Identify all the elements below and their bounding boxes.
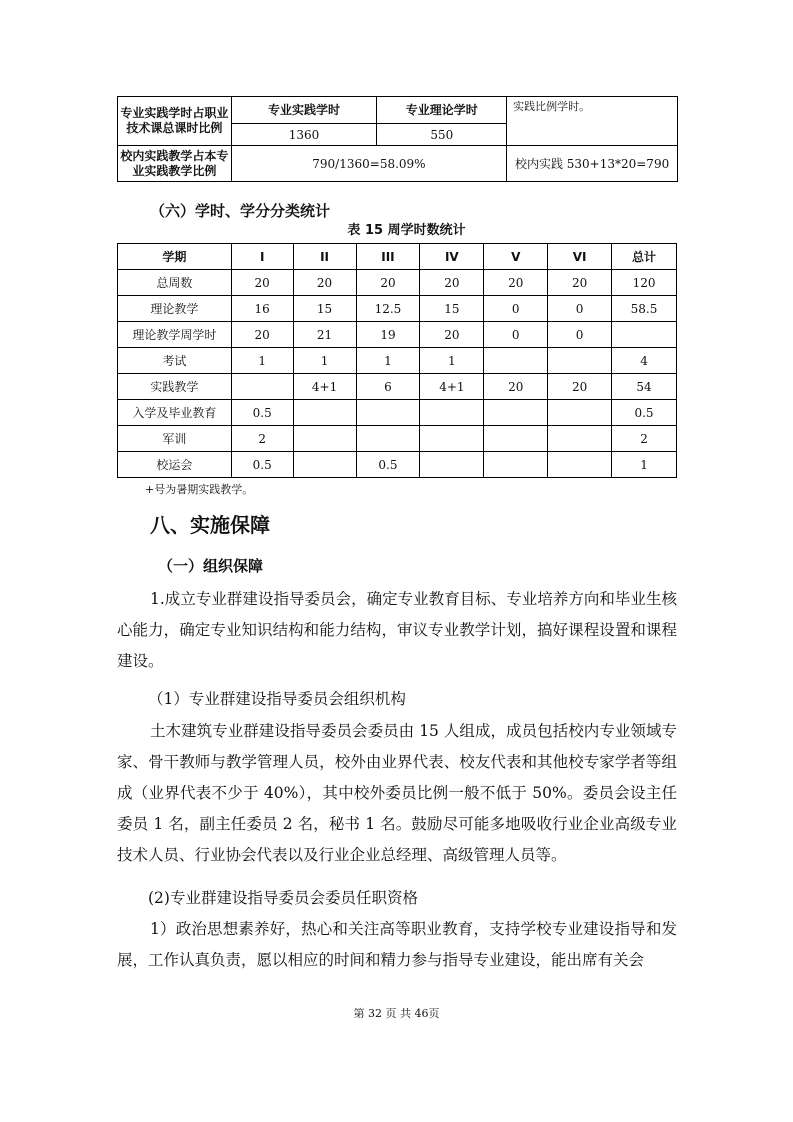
table-cell: 21 bbox=[293, 322, 356, 348]
practice-ratio-note: 实践比例学时。 bbox=[507, 97, 678, 146]
practice-hours-header: 专业实践学时 bbox=[231, 97, 377, 124]
table-row bbox=[118, 270, 677, 296]
table-cell: 20 bbox=[231, 322, 293, 348]
table-cell: 0 bbox=[548, 322, 612, 348]
chapter-8-heading: 八、实施保障 bbox=[150, 513, 270, 537]
table-cell bbox=[484, 400, 548, 426]
table-cell bbox=[293, 452, 356, 478]
theory-hours-header: 专业理论学时 bbox=[377, 97, 507, 124]
header-term: 学期 bbox=[118, 244, 232, 270]
table-cell: 6 bbox=[356, 374, 420, 400]
table-row bbox=[118, 374, 677, 400]
table-cell: 4 bbox=[612, 348, 677, 374]
table-cell: 20 bbox=[356, 270, 420, 296]
paragraph-qualification: 1）政治思想素养好，热心和关注高等职业教育，支持学校专业建设指导和发展，工作认真负责，愿以相应的时间和精力参与指导专业建设，能出席有关会 bbox=[117, 920, 677, 969]
table-cell: 1 bbox=[612, 452, 677, 478]
paragraph-committee: 1.成立专业群建设指导委员会，确定专业教育目标、专业培养方向和毕业生核心能力，确定专业知识结构和能力结构，审议专业教学计划，搞好课程设置和课程建设。 bbox=[117, 590, 677, 670]
table-cell: 15 bbox=[293, 296, 356, 322]
row-label: 理论教学 bbox=[118, 296, 232, 322]
table-cell bbox=[612, 322, 677, 348]
row-label: 实践教学 bbox=[118, 374, 232, 400]
table-cell bbox=[420, 426, 484, 452]
header-col-7: 总计 bbox=[612, 244, 677, 270]
organization-heading: （一）组织保障 bbox=[158, 557, 264, 575]
table-row bbox=[118, 400, 677, 426]
internal-practice-label: 校内实践教学占本专业实践教学比例 bbox=[118, 146, 232, 182]
table-cell bbox=[420, 452, 484, 478]
internal-practice-note: 校内实践 530+13*20=790 bbox=[507, 146, 678, 182]
practice-ratio-table bbox=[117, 96, 678, 182]
table-cell: 20 bbox=[484, 270, 548, 296]
table-cell bbox=[420, 400, 484, 426]
table-cell bbox=[548, 452, 612, 478]
weekly-hours-table bbox=[117, 243, 677, 478]
table-cell: 20 bbox=[420, 270, 484, 296]
table-cell: 20 bbox=[420, 322, 484, 348]
table-cell: 120 bbox=[612, 270, 677, 296]
table-cell bbox=[484, 426, 548, 452]
header-col-2: II bbox=[293, 244, 356, 270]
table-cell bbox=[484, 348, 548, 374]
table-row bbox=[118, 426, 677, 452]
table-cell: 58.5 bbox=[612, 296, 677, 322]
table-row bbox=[118, 452, 677, 478]
table-cell bbox=[484, 452, 548, 478]
committee-structure-heading: （1）专业群建设指导委员会组织机构 bbox=[148, 690, 406, 708]
practice-hours-value: 1360 bbox=[231, 124, 377, 146]
header-col-4: IV bbox=[420, 244, 484, 270]
table-cell: 20 bbox=[484, 374, 548, 400]
theory-hours-value: 550 bbox=[377, 124, 507, 146]
table-row bbox=[118, 322, 677, 348]
row-label: 军训 bbox=[118, 426, 232, 452]
internal-practice-ratio: 790/1360=58.09% bbox=[231, 146, 506, 182]
table-cell: 20 bbox=[231, 270, 293, 296]
row-label: 考试 bbox=[118, 348, 232, 374]
table-cell: 20 bbox=[548, 270, 612, 296]
table-cell: 1 bbox=[420, 348, 484, 374]
paragraph-committee-members: 土木建筑专业群建设指导委员会委员由 15 人组成，成员包括校内专业领域专家、骨干教师与教学管理人员，校外由业界代表、校友代表和其他校专家学者等组成（业界代表不少于 40%），其中校外委员比例一般不低于 50%。委员会设主任委员 1 名，副主任委员 2 名，秘书 1 名。鼓励尽可能多地吸收行业企业高级专业技术人员、行业协会代表以及行业企业总经理、高级管理人员等。 bbox=[117, 722, 677, 864]
table-cell: 1 bbox=[293, 348, 356, 374]
page-footer: 第 32 页 共 46页 bbox=[353, 1007, 440, 1020]
table-cell: 0.5 bbox=[356, 452, 420, 478]
table-cell bbox=[356, 400, 420, 426]
table-cell bbox=[356, 426, 420, 452]
table-cell: 0.5 bbox=[612, 400, 677, 426]
table-15-note: +号为暑期实践教学。 bbox=[145, 483, 254, 496]
practice-ratio-label: 专业实践学时占职业技术课总课时比例 bbox=[118, 97, 232, 146]
table-15-caption: 表 15 周学时数统计 bbox=[347, 223, 466, 238]
table-cell: 0.5 bbox=[231, 400, 293, 426]
header-col-5: V bbox=[484, 244, 548, 270]
table-cell: 19 bbox=[356, 322, 420, 348]
table-cell bbox=[231, 374, 293, 400]
table-cell: 0 bbox=[548, 296, 612, 322]
row-label: 校运会 bbox=[118, 452, 232, 478]
section-6-heading: （六）学时、学分分类统计 bbox=[150, 202, 331, 220]
table-cell: 16 bbox=[231, 296, 293, 322]
table-cell: 0 bbox=[484, 296, 548, 322]
table-row bbox=[118, 348, 677, 374]
table-cell: 54 bbox=[612, 374, 677, 400]
table-cell bbox=[548, 400, 612, 426]
table-cell: 0.5 bbox=[231, 452, 293, 478]
table-cell: 1 bbox=[356, 348, 420, 374]
table-cell bbox=[293, 400, 356, 426]
row-label: 总周数 bbox=[118, 270, 232, 296]
table-cell bbox=[293, 426, 356, 452]
header-col-3: III bbox=[356, 244, 420, 270]
table-cell: 15 bbox=[420, 296, 484, 322]
row-label: 入学及毕业教育 bbox=[118, 400, 232, 426]
table-cell bbox=[548, 426, 612, 452]
table-cell: 12.5 bbox=[356, 296, 420, 322]
table-cell: 1 bbox=[231, 348, 293, 374]
committee-qualification-heading: (2)专业群建设指导委员会委员任职资格 bbox=[148, 889, 418, 907]
table-cell: 2 bbox=[612, 426, 677, 452]
header-col-6: VI bbox=[548, 244, 612, 270]
table-cell: 20 bbox=[293, 270, 356, 296]
table-cell: 4+1 bbox=[293, 374, 356, 400]
table-cell bbox=[548, 348, 612, 374]
table-cell: 20 bbox=[548, 374, 612, 400]
table-cell: 2 bbox=[231, 426, 293, 452]
table-cell: 0 bbox=[484, 322, 548, 348]
row-label: 理论教学周学时 bbox=[118, 322, 232, 348]
table-cell: 4+1 bbox=[420, 374, 484, 400]
table-row bbox=[118, 296, 677, 322]
header-col-1: I bbox=[231, 244, 293, 270]
